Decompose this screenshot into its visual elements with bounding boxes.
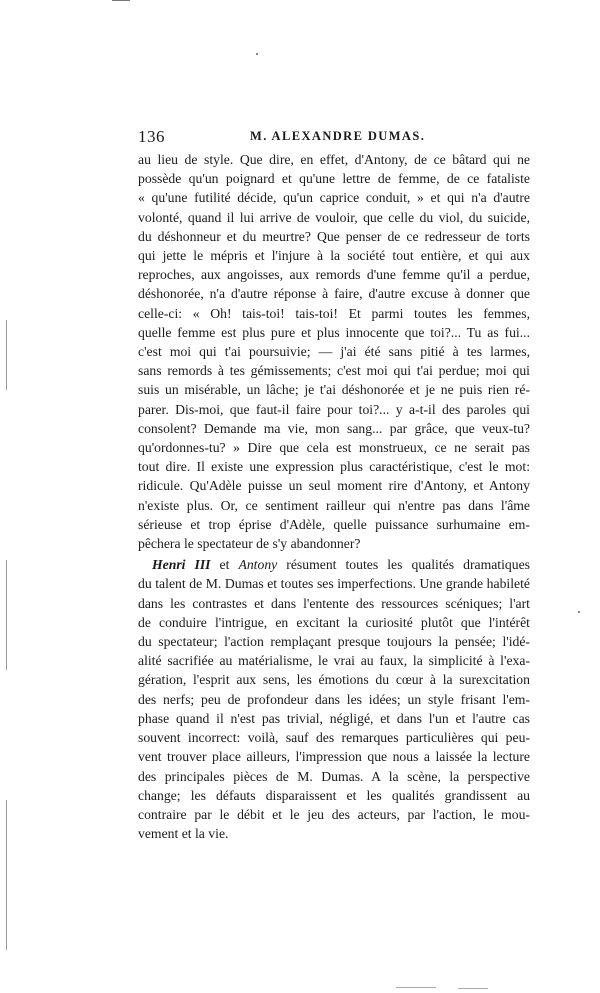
italic-title: Antony — [238, 557, 278, 573]
text-line: déshonorée, n'a d'autre réponse à faire, d'autre excuse à donner que — [138, 286, 530, 302]
body-text — [138, 150, 530, 843]
scan-edge-mark — [6, 800, 7, 950]
text-fragment: et — [210, 557, 239, 573]
text-line: celle-ci: « Oh! tais-toi! tais-toi! Et parmi toutes les femmes, — [138, 305, 530, 321]
scan-edge-mark — [6, 560, 7, 670]
text-line: souvent incorrect: voilà, sauf des remarques particulières qui peu- — [138, 730, 530, 746]
scan-edge-mark — [396, 987, 436, 988]
scan-speck — [578, 611, 580, 613]
text-fragment: résument toutes les qualités dramatiques — [277, 557, 530, 573]
text-line: du déshonneur et du meurtre? Que penser de ce redresseur de torts — [138, 228, 530, 244]
text-line: contraire par le débit et le jeu des acteurs, par l'action, le mou- — [138, 806, 530, 822]
text-line: qui jette le mépris et l'injure à la société tout entière, et qui aux — [138, 248, 530, 264]
text-line: ridicule. Qu'Adèle puisse un seul moment rire d'Antony, et Antony — [138, 478, 530, 494]
text-line: au lieu de style. Que dire, en effet, d'Antony, de ce bâtard qui ne — [138, 152, 530, 167]
text-line: vent trouver place ailleurs, l'impression que nous a laissée la lecture — [138, 749, 530, 765]
text-line: change; les défauts disparaissent et les qualités grandissent au — [138, 787, 530, 803]
text-line: dans les contrastes et dans l'entente des ressources scéniques; l'art — [138, 595, 530, 611]
text-line: pêchera le spectateur de s'y abandonner? — [138, 536, 361, 552]
text-line: sans remords à tes gémissements; c'est moi qui t'ai perdue; moi qui — [138, 363, 530, 379]
text-line: reproches, aux angoisses, aux remords d'une femme qu'il a perdue, — [138, 267, 530, 283]
text-line: alité sacrifiée au matérialisme, le vrai au faux, la simplicité à l'exa- — [138, 653, 530, 669]
text-line: de conduire l'intrigue, en excitant la curiosité plutôt que l'intérêt — [138, 614, 530, 630]
page-header — [138, 127, 530, 149]
text-line: qu'ordonnes-tu? » Dire que cela est monstrueux, ce ne serait pas — [138, 440, 530, 456]
text-line: n'existe plus. Or, ce sentiment railleur qui n'entre pas dans l'âme — [138, 497, 530, 513]
text-line: c'est moi qui t'ai poursuivie; — j'ai été sans pitié à tes larmes, — [138, 344, 530, 360]
page-number: 136 — [138, 127, 165, 146]
text-line: du talent de M. Dumas et toutes ses imperfections. Une grande habileté — [138, 576, 530, 592]
scan-edge-mark — [6, 320, 7, 390]
paragraph — [138, 150, 530, 553]
running-head: M. ALEXANDRE DUMAS. — [250, 129, 426, 143]
text-line: vement et la vie. — [138, 826, 229, 842]
text-line: quelle femme est plus pure et plus innocente que toi?... Tu as fui... — [138, 324, 530, 340]
scan-edge-mark — [458, 988, 488, 989]
text-line: sérieuse et trop éprise d'Adèle, quelle puissance surhumaine em- — [138, 516, 530, 532]
text-line — [138, 555, 530, 574]
paragraph — [138, 555, 530, 843]
text-line: gération, l'esprit aux sens, les émotions du cœur à la surexcitation — [138, 672, 530, 688]
scan-speck — [256, 53, 258, 55]
italic-title: Henri III — [152, 557, 211, 573]
text-line: parer. Dis-moi, que faut-il faire pour toi?... y a-t-il des paroles qui — [138, 401, 530, 417]
text-line: des nerfs; peu de profondeur dans les idées; un style frisant l'em- — [138, 691, 530, 707]
text-line: du spectateur; l'action remplaçant presque toujours la pensée; l'idé- — [138, 634, 530, 650]
text-line: volonté, quand il lui arrive de vouloir, que celle du viol, du suicide, — [138, 209, 530, 225]
text-line: suis un misérable, un lâche; je t'ai déshonorée et je ne puis rien ré- — [138, 382, 530, 398]
text-line: possède qu'un poignard et qu'une lettre de femme, de ce fataliste — [138, 171, 530, 187]
text-line: consolent? Demande ma vie, mon sang... par grâce, que veux-tu? — [138, 420, 530, 436]
scan-edge-mark — [112, 0, 130, 1]
text-line: « qu'une futilité décide, qu'un caprice conduit, » et qui n'a d'autre — [138, 190, 530, 206]
text-line: phase quand il n'est pas trivial, négligé, et dans l'un et l'autre cas — [138, 710, 530, 726]
text-line: tout dire. Il existe une expression plus caractéristique, c'est le mot: — [138, 459, 530, 475]
text-line: des principales pièces de M. Dumas. A la scène, la perspective — [138, 768, 530, 784]
